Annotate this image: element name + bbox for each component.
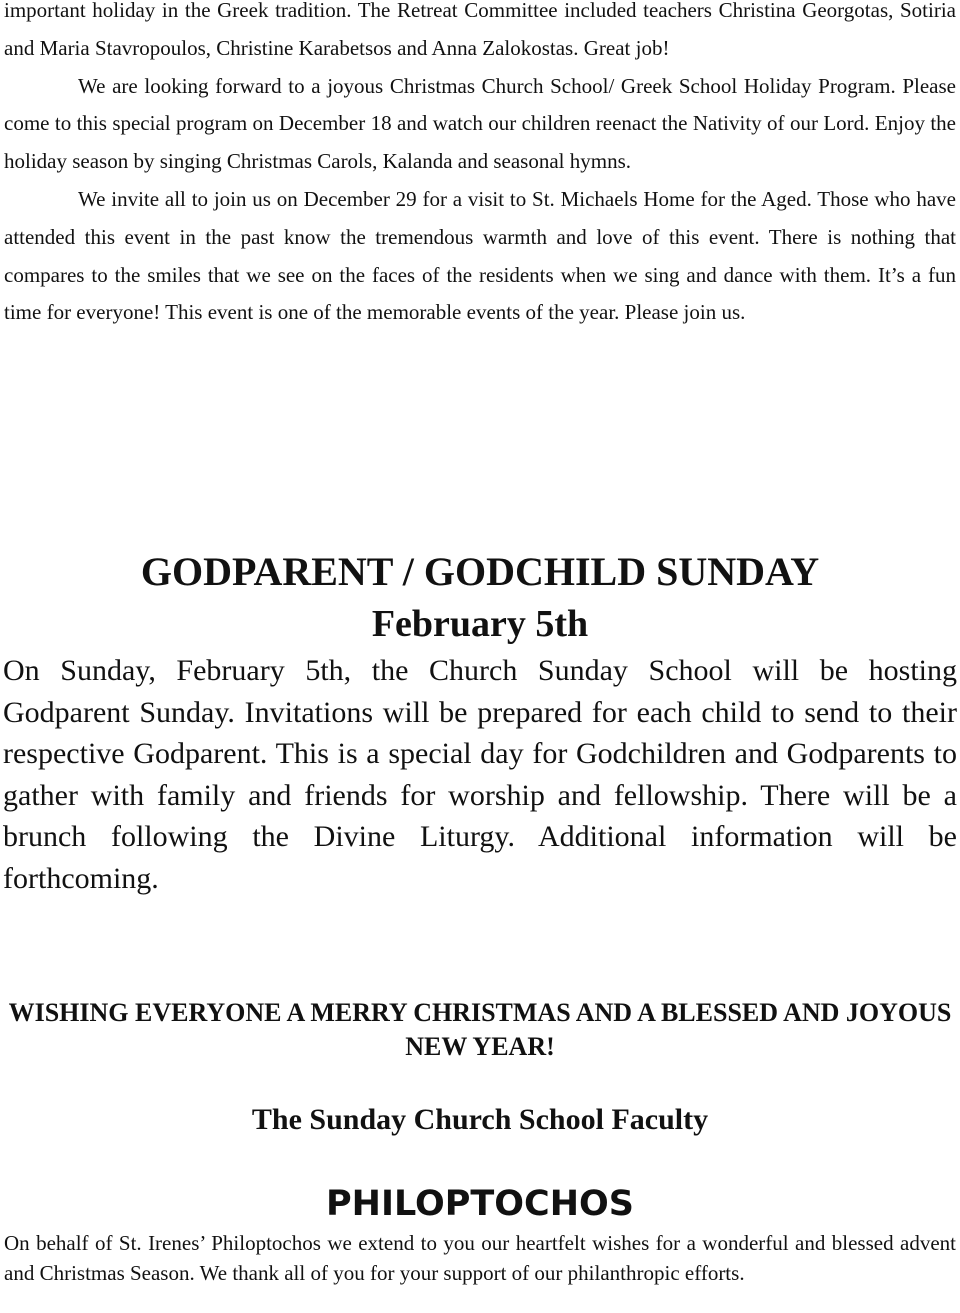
intro-section [4, 0, 956, 332]
faculty-signature: The Sunday Church School Faculty [251, 1103, 709, 1136]
aged-home-paragraph: We invite all to join us on December 29 for a visit to St. Michaels Home for the Aged. Those who have attended this event in the past know the tremendous warmth and love of this event. There is nothing that compares to the smiles that we see on the faces of the residents when we sing and dance with them. It’s a fun time for everyone! This event is one of the memorable events of the year. Please join us. [4, 186, 956, 325]
philoptochos-paragraph: On behalf of St. Irenes’ Philoptochos we extend to you our heartfelt wishes for a wonderful and blessed advent and Christmas Season. We thank all of you for your support of our philanthropic efforts. [4, 1231, 956, 1285]
godparent-heading: GODPARENT / GODCHILD SUNDAY [140, 549, 820, 594]
godparent-date-heading: February 5th [371, 603, 589, 645]
holiday-wishes: WISHING EVERYONE A MERRY CHRISTMAS AND A BLESSED AND JOYOUS NEW YEAR! [8, 998, 952, 1061]
godparent-paragraph: On Sunday, February 5th, the Church Sunday School will be hosting Godparent Sunday. Invitations will be prepared for each child to send to their respective Godparent. This is a special day for Godchildren and Godparents to gather with family and friends for worship and fellowship. There will be a brunch following the Divine Liturgy. Additional information will be forthcoming. [3, 654, 957, 895]
retreat-paragraph: important holiday in the Greek tradition. The Retreat Committee included teachers Christina Georgotas, Sotiria and Maria Stavropoulos, Christine Karabetsos and Anna Zalokostas. Great job! [4, 0, 956, 60]
christmas-program-paragraph: We are looking forward to a joyous Christmas Church School/ Greek School Holiday Program. Please come to this special program on December 18 and watch our children reenact the Nativity of our Lord. Enjoy the holiday season by singing Christmas Carols, Kalanda and seasonal hymns. [4, 73, 956, 174]
philoptochos-heading: PHILOPTOCHOS [326, 1184, 634, 1224]
